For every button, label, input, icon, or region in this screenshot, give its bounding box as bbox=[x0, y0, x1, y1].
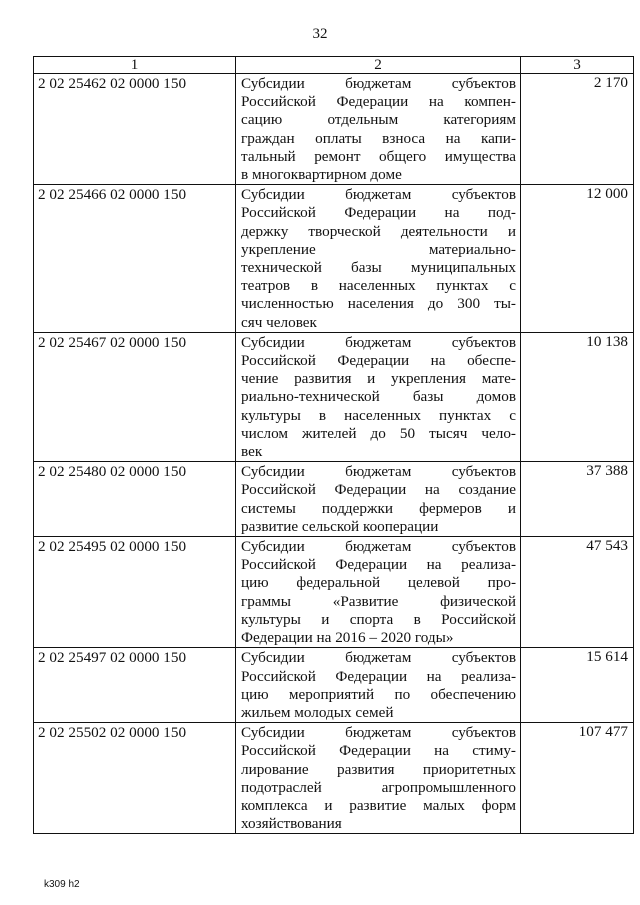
description-line: укрепление материально- bbox=[241, 240, 516, 258]
table-row bbox=[34, 74, 634, 185]
description-line: Субсидии бюджетам субъектов bbox=[241, 186, 516, 204]
description-line: риально-технической базы домов bbox=[241, 388, 516, 406]
amount-value: 37 388 bbox=[521, 462, 634, 537]
description-line: Субсидии бюджетам субъектов bbox=[241, 463, 516, 481]
description-line: Российской Федерации на стиму- bbox=[241, 742, 516, 760]
description-line: числом жителей до 50 тысяч чело- bbox=[241, 424, 516, 442]
description-line: Российской Федерации на под- bbox=[241, 204, 516, 222]
revenue-description bbox=[236, 185, 521, 333]
revenue-code: 2 02 25495 02 0000 150 bbox=[34, 537, 236, 648]
budget-table bbox=[33, 56, 634, 834]
table-row bbox=[34, 537, 634, 648]
description-line: подотраслей агропромышленного bbox=[241, 778, 516, 796]
description-line: численностью населения до 300 ты- bbox=[241, 295, 516, 313]
table-row bbox=[34, 648, 634, 723]
table-header-row bbox=[34, 57, 634, 74]
table-row bbox=[34, 723, 634, 834]
description-line: сяч человек bbox=[241, 313, 317, 331]
description-line: чение развития и укрепления мате- bbox=[241, 370, 516, 388]
revenue-code: 2 02 25502 02 0000 150 bbox=[34, 723, 236, 834]
description-line: Субсидии бюджетам субъектов bbox=[241, 649, 516, 667]
description-line: цию федеральной целевой про- bbox=[241, 574, 516, 592]
description-line: Субсидии бюджетам субъектов bbox=[241, 724, 516, 742]
amount-value: 2 170 bbox=[521, 74, 634, 185]
header-col-1: 1 bbox=[34, 57, 236, 74]
description-line: культуры и спорта в Российской bbox=[241, 610, 516, 628]
description-line: в многоквартирном доме bbox=[241, 166, 402, 184]
amount-value: 10 138 bbox=[521, 332, 634, 461]
description-line: Российской Федерации на реализа- bbox=[241, 556, 516, 574]
revenue-code: 2 02 25497 02 0000 150 bbox=[34, 648, 236, 723]
description-line: граммы «Развитие физической bbox=[241, 592, 516, 610]
amount-value: 107 477 bbox=[521, 723, 634, 834]
table-row bbox=[34, 332, 634, 461]
description-line: жильем молодых семей bbox=[241, 703, 394, 721]
header-col-2: 2 bbox=[236, 57, 521, 74]
amount-value: 15 614 bbox=[521, 648, 634, 723]
description-line: граждан оплаты взноса на капи- bbox=[241, 129, 516, 147]
description-line: комплекса и развитие малых форм bbox=[241, 796, 516, 814]
description-line: лирование развития приоритетных bbox=[241, 760, 516, 778]
revenue-code: 2 02 25467 02 0000 150 bbox=[34, 332, 236, 461]
description-line: держку творческой деятельности и bbox=[241, 222, 516, 240]
amount-value: 47 543 bbox=[521, 537, 634, 648]
revenue-description bbox=[236, 648, 521, 723]
revenue-description bbox=[236, 74, 521, 185]
page-number: 32 bbox=[312, 26, 328, 42]
document-footer-code: k309 h2 bbox=[44, 879, 80, 890]
description-line: Российской Федерации на обеспе- bbox=[241, 352, 516, 370]
description-line: век bbox=[241, 443, 263, 461]
description-line: системы поддержки фермеров и bbox=[241, 499, 516, 517]
revenue-code: 2 02 25462 02 0000 150 bbox=[34, 74, 236, 185]
revenue-code: 2 02 25480 02 0000 150 bbox=[34, 462, 236, 537]
description-line: сацию отдельным категориям bbox=[241, 111, 516, 129]
description-line: Федерации на 2016 – 2020 годы» bbox=[241, 629, 454, 647]
revenue-description bbox=[236, 332, 521, 461]
description-line: Российской Федерации на реализа- bbox=[241, 667, 516, 685]
description-line: технической базы муниципальных bbox=[241, 259, 516, 277]
revenue-description bbox=[236, 537, 521, 648]
description-line: цию мероприятий по обеспечению bbox=[241, 685, 516, 703]
table-row bbox=[34, 185, 634, 333]
revenue-code: 2 02 25466 02 0000 150 bbox=[34, 185, 236, 333]
description-line: тальный ремонт общего имущества bbox=[241, 147, 516, 165]
description-line: культуры в населенных пунктах с bbox=[241, 406, 516, 424]
header-col-3: 3 bbox=[521, 57, 634, 74]
description-line: развитие сельской кооперации bbox=[241, 517, 439, 535]
table-row bbox=[34, 462, 634, 537]
amount-value: 12 000 bbox=[521, 185, 634, 333]
revenue-description bbox=[236, 723, 521, 834]
revenue-description bbox=[236, 462, 521, 537]
description-line: Российской Федерации на компен- bbox=[241, 93, 516, 111]
description-line: Российской Федерации на создание bbox=[241, 481, 516, 499]
description-line: Субсидии бюджетам субъектов bbox=[241, 333, 516, 351]
description-line: Субсидии бюджетам субъектов bbox=[241, 538, 516, 556]
description-line: театров в населенных пунктах с bbox=[241, 277, 516, 295]
description-line: хозяйствования bbox=[241, 815, 342, 833]
description-line: Субсидии бюджетам субъектов bbox=[241, 75, 516, 92]
